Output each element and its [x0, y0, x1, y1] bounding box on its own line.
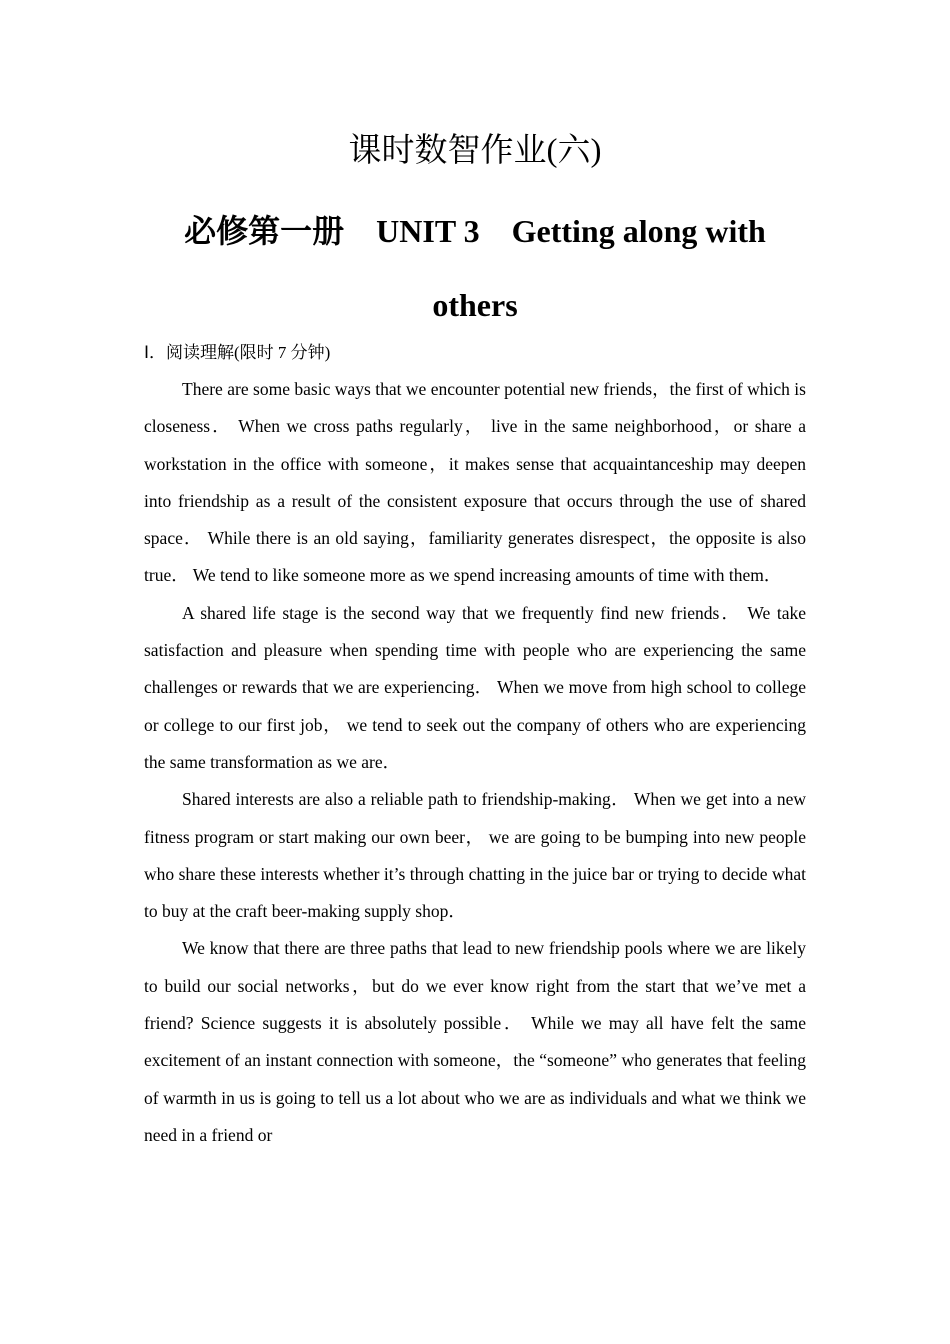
section-heading — [144, 340, 330, 366]
paragraph-1: There are some basic ways that we encounter potential new friends，the first of which is closeness． When we cross paths regularly， live in the same neighborhood，or share a workstation in the office with someone，it makes sense that acquaintanceship may deepen into friendship as a result of the consistent exposure that occurs through the use of shared space． While there is an old saying，familiarity generates disrespect，the opposite is also true． We tend to like someone more as we spend increasing amounts of time with them． — [144, 379, 806, 586]
paragraph-3: Shared interests are also a reliable path to friendship-making． When we get into a new fitness program or start making our own beer， we are going to be bumping into new people who share these interests whether it’s through chatting in the juice bar or trying to decide what to buy at the craft beer-making supply shop． — [144, 789, 806, 922]
paragraph-2: A shared life stage is the second way that we frequently find new friends． We take satisfaction and pleasure when spending time with people who are experiencing the same challenges or rewards that we are experiencing． When we move from high school to college or college to our first job， we tend to seek out the company of others who are experiencing the same transformation as we are． — [144, 602, 806, 772]
reading-passage — [144, 371, 806, 1154]
time-limit: (限时 7 分钟) — [234, 343, 331, 362]
section-label: Ⅰ．阅读理解 — [144, 343, 235, 363]
page-title: 课时数智作业(六) — [348, 133, 602, 169]
unit-subtitle: 必修第一册 UNIT 3 Getting along with others — [184, 213, 766, 323]
paragraph-4: We know that there are three paths that lead to new friendship pools where we are likely to build our social networks，but do we ever know right from the start that we’ve met a friend? Science suggests it is absolutely possible． While we may all have felt the same excitement of an instant connection with someone，the “someone” who generates that feeling of warmth in us is going to tell us a lot about who we are as individuals and what we think we need in a friend or — [144, 938, 806, 1145]
